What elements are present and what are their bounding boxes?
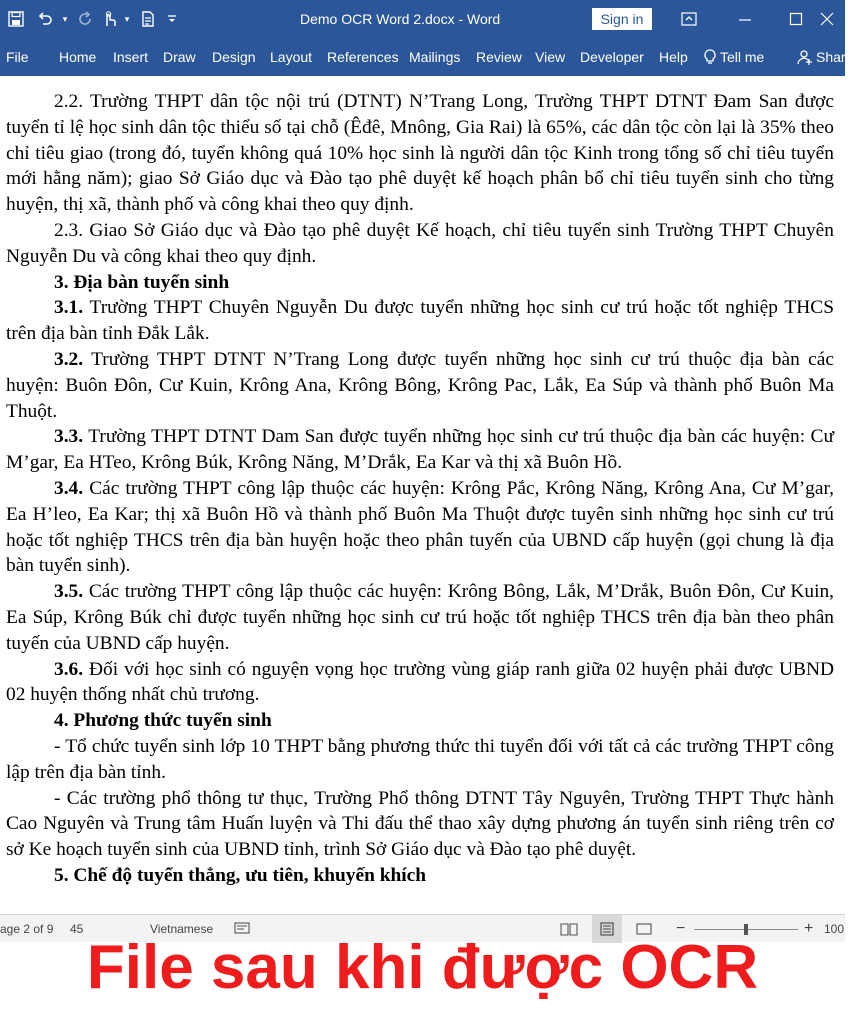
item-number: 3.6. [54,658,84,680]
tab-review[interactable]: Review [476,49,522,65]
item-text: Trường THPT DTNT N’Trang Long được tuyển những học sinh cư trú thuộc địa bàn các huyện: Buôn Đôn, Cư Kuin, Krông Ana, Krông Bông, Krông Pac, Lắk, Ea Súp và thành phố Buôn Ma Thuột. [6,348,834,422]
zoom-level[interactable]: 100 [824,922,845,936]
paragraph-2-2: 2.2. Trường THPT dân tộc nội trú (DTNT) N’Trang Long, Trường THPT DTNT Đam San được tuyển tỉ lệ học sinh dân tộc thiểu số tại chỗ (Êđê, Mnông, Gia Rai) là 65%, các dân tộc còn lại là 35% theo chỉ tiêu giao (trong đó, tuyển không quá 10% học sinh là người dân tộc Kinh trong tổng số chỉ tiêu tuyển mới hằng năm); giao Sở Giáo dục và Đào tạo phê duyệt kế hoạch phân bổ chỉ tiêu tuyển sinh cho từng huyện, thị xã, thành phố và công khai theo quy định. [6,91,834,216]
document-canvas[interactable] [0,76,845,914]
undo-dropdown-icon[interactable]: ▾ [62,13,68,24]
tab-help[interactable]: Help [659,49,688,65]
item-number: 3.2. [54,348,84,370]
item-number: 3.4. [54,477,84,499]
tab-mailings[interactable]: Mailings [409,49,461,65]
item-text: Trường THPT DTNT Dam San được tuyển những học sinh cư trú thuộc địa bàn các huyện: Cư M’gar, Ea HTeo, Krông Búk, Krông Năng, M’Drắk, Ea Kar và thị xã Buôn Hồ. [6,426,834,474]
paragraph-2-3: 2.3. Giao Sở Giáo dục và Đào tạo phê duyệt Kế hoạch, chỉ tiêu tuyển sinh Trường THPT Chuyên Nguyễn Du và công khai theo quy định. [6,219,834,267]
new-doc-icon[interactable] [134,11,162,27]
person-icon [797,49,813,65]
ribbon-display-options-icon[interactable] [666,0,712,38]
tab-developer[interactable]: Developer [580,49,644,65]
heading-4: 4. Phương thức tuyển sinh [54,710,272,732]
title-bar [0,0,845,38]
paragraph-4-1: - Tổ chức tuyển sinh lớp 10 THPT bằng phương thức thi tuyển đối với tất cả các trường THPT công lập trên địa bàn tỉnh. [6,735,834,783]
lightbulb-icon [704,49,716,65]
word-count[interactable]: 45 [70,922,84,936]
page-count[interactable]: age 2 of 9 [0,922,54,936]
paragraph-3-5 [6,579,834,656]
zoom-track [694,929,798,930]
tab-draw[interactable]: Draw [163,49,196,65]
item-text: Trường THPT Chuyên Nguyễn Du được tuyển những học sinh cư trú hoặc tốt nghiệp THCS trên địa bàn tỉnh Đắk Lắk. [6,297,834,345]
share-button[interactable] [797,38,853,76]
customize-icon[interactable] [162,14,182,24]
ribbon-tabs [0,38,853,76]
paragraph-3-4 [6,476,834,579]
language-indicator[interactable]: Vietnamese [150,922,214,936]
tab-file[interactable]: File [6,49,29,65]
item-text: Đối với học sinh có nguyện vọng học trường vùng giáp ranh giữa 02 huyện phải được UBND 02 huyện thống nhất chủ trương. [6,658,834,706]
maximize-icon[interactable] [773,0,819,38]
minimize-icon[interactable] [722,0,768,38]
undo-icon[interactable] [32,11,58,27]
touch-dropdown-icon[interactable]: ▾ [124,13,130,24]
redo-icon[interactable] [72,11,98,27]
quick-access-toolbar [0,0,182,38]
item-number: 3.5. [54,581,84,603]
ocr-caption: File sau khi được OCR [86,933,759,1002]
sign-in-button[interactable]: Sign in [592,8,652,30]
document-text[interactable] [6,89,834,889]
paragraph-4-2: - Các trường phổ thông tư thục, Trường Phổ thông DTNT Tây Nguyên, Trường THPT Thực hành Cao Nguyên và Trung tâm Huấn luyện và Thi đấu thể thao xây dựng phương án tuyển sinh riêng trên cơ sở Ke hoạch tuyển sinh của UBND tỉnh, trình Sở Giáo dục và Đào tạo phê duyệt. [6,787,834,861]
paragraph-3-3 [6,424,834,476]
tell-me-label: Tell me [720,49,765,65]
touch-mode-icon[interactable] [98,11,120,27]
paragraph-3-2 [6,347,834,424]
tab-view[interactable]: View [535,49,566,65]
paragraph-3-6 [6,657,834,709]
tell-me-search[interactable] [704,38,764,76]
zoom-in-button[interactable]: + [804,920,814,937]
tab-references[interactable]: References [327,49,399,65]
zoom-out-button[interactable]: − [676,920,686,937]
heading-3: 3. Địa bàn tuyển sinh [54,271,230,293]
item-number: 3.3. [54,426,84,448]
paragraph-3-1 [6,295,834,347]
tab-layout[interactable]: Layout [270,49,313,65]
item-number: 3.1. [54,297,84,319]
tab-design[interactable]: Design [212,49,256,65]
close-icon[interactable] [820,0,845,38]
heading-5: 5. Chế độ tuyển thẳng, ưu tiên, khuyến khích [54,864,427,886]
item-text: Các trường THPT công lập thuộc các huyện: Krông Bông, Lắk, M’Drắk, Buôn Đôn, Cư Kuin, Ea Súp, Krông Búk chỉ được tuyển những học sinh cư trú hoặc tốt nghiệp THCS trên địa bàn theo phân tuyến của UBND cấp huyện. [6,581,834,654]
document-title: Demo OCR Word 2.docx - Word [300,11,501,27]
save-icon[interactable] [0,11,32,27]
tab-insert[interactable]: Insert [113,49,149,65]
share-label: Share [816,49,853,65]
tab-home[interactable]: Home [59,49,97,65]
item-text: Các trường THPT công lập thuộc các huyện: Krông Pắc, Krông Năng, Krông Ana, Cư M’gar, Ea H’leo, Ea Kar; thị xã Buôn Hồ và thành phố Buôn Ma Thuột được tuyên sinh những học sinh cư trú hoặc tốt nghiệp THCS trên địa bàn huyện hoặc theo phân tuyến của UBND cấp huyện (gọi chung là địa bàn tuyển sinh). [6,477,834,577]
